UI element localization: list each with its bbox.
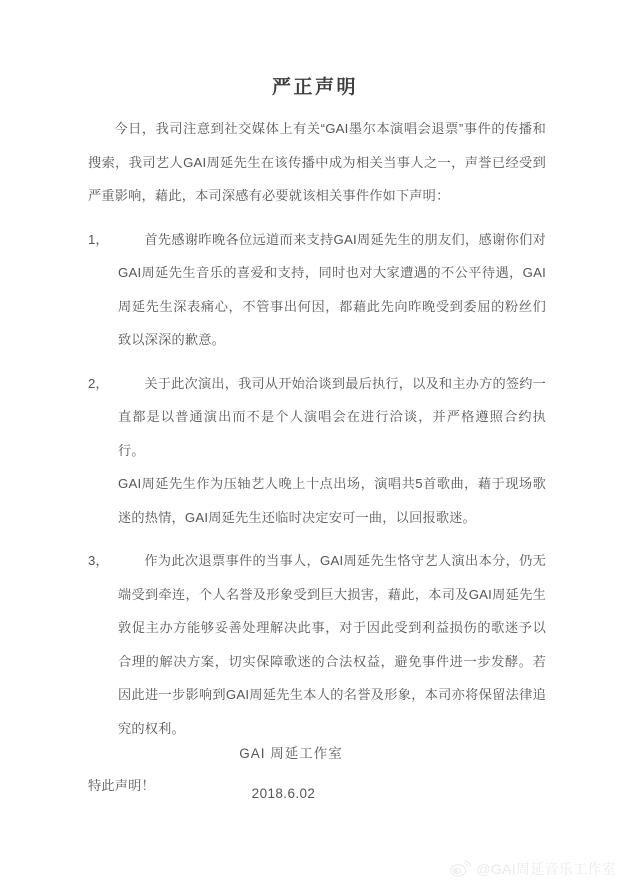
signature-name: GAI 周延工作室 (239, 746, 343, 761)
closing-statement: 特此声明！ (88, 778, 155, 793)
list-item (88, 544, 546, 745)
list-item-body (118, 223, 546, 357)
list-item-marker: 1， (88, 231, 109, 247)
watermark (450, 860, 616, 877)
lead-paragraph: 今日，我司注意到社交媒体上有关“GAI墨尔本演唱会退票”事件的传播和搜索，我司艺人GAI周延先生在该传播中成为相关当事人之一，声誉已经受到严重影响，藉此，本司深感有必要就该相关事件作如下声明： (88, 121, 546, 203)
list-item-text: 首先感谢昨晚各位远道而来支持GAI周延先生的朋友们，感谢你们对GAI周延先生音乐的喜爱和支持，同时也对大家遭遇的不公平待遇，GAI周延先生深表痛心，不管事出何因，都藉此先向昨晚受到委屈的粉丝们致以深深的歉意。 (118, 231, 546, 347)
list-item (88, 367, 546, 535)
watermark-handle: @GAI周延音乐工作室 (476, 860, 616, 877)
signature-date: 2018.6.02 (251, 786, 316, 801)
list-item-body (118, 367, 546, 535)
list-item-body (118, 544, 546, 745)
list-item-marker: 2， (88, 375, 109, 391)
list-item (88, 223, 546, 357)
weibo-logo-icon (450, 860, 471, 877)
list-item-marker: 3， (88, 553, 109, 568)
page-title: 严正声明 (271, 77, 358, 98)
document-body (88, 112, 546, 803)
list-item-text: 关于此次演出，我司从开始洽谈到最后执行，以及和主办方的签约一直都是以普通演出而不是个人演唱会在进行洽谈，并严格遵照合约执行。 (118, 375, 547, 458)
list-item-text: 作为此次退票事件的当事人，GAI周延先生恪守艺人演出本分，仍无端受到牵连，个人名誉及形象受到巨大损害，藉此，本司及GAI周延先生敦促主办方能够妥善处理解决此事，对于因此受到利益损伤的歌迷予以合理的解决方案，切实保障歌迷的合法权益，避免事件进一步发酵。若因此进一步影响到GAI周延先生本人的名誉及形象，本司亦将保留法律追究的权利。 (118, 553, 546, 736)
signature-block (0, 742, 630, 805)
list-item-text-continued: GAI周延先生作为压轴艺人晚上十点出场，演唱共5首歌曲，藉于现场歌迷的热情，GAI周延先生还临时决定安可一曲，以回报歌迷。 (118, 476, 546, 525)
